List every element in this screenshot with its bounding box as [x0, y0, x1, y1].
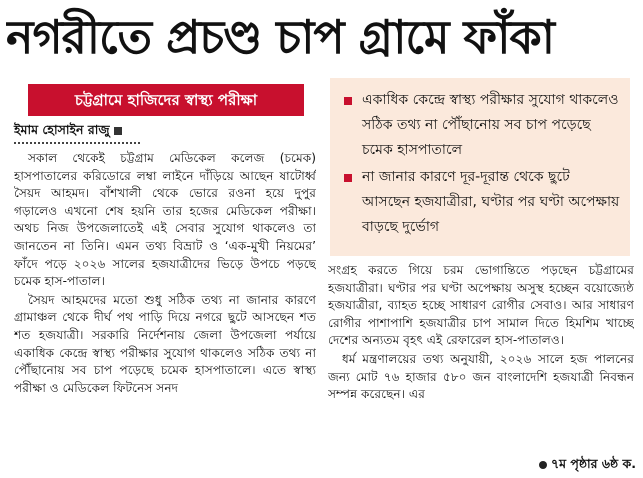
byline-author: ইমাম হোসাইন রাজু: [14, 122, 110, 137]
highlight-item: [340, 165, 622, 240]
body-paragraph-1: সকাল থেকেই চট্টগ্রাম মেডিকেল কলেজ (চমেক) হাসপাতালের করিডোরে লম্বা লাইনে দাঁড়িয়ে আছেন ষাটোর্ধ্ব সৈয়দ আহমদ। বাঁশখালী থেকে ভোরে রওনা হয়ে দুপুর গড়ালেও এখনো শেষ হয়নি তার হজের মেডিকেল পরীক্ষা। অথচ নিজ উপজেলাতেই এই সেবার সুযোগ থাকলেও তা জানতেন না তিনি। এমন তথ্য বিভ্রাট ও ‘এক-মুখী নিয়মের’ ফাঁদে পড়ে ২০২৬ সালের হজযাত্রীদের ভিড়ে উপচে পড়ছে চমেক হাস-পাতাল।: [14, 151, 316, 289]
byline-divider: [14, 142, 140, 144]
square-bullet-icon: [114, 127, 122, 135]
continued-on-page: [500, 454, 636, 474]
circle-bullet-icon: [539, 461, 547, 469]
highlight-text: একাধিক কেন্দ্রে স্বাস্থ্য পরীক্ষার সুযোগ থাকলেও সঠিক তথ্য না পৌঁছানোয় সব চাপ পড়েছে চমেক হাসপাতালে: [362, 92, 619, 158]
highlight-item: [340, 88, 622, 163]
article-column-right: [328, 262, 634, 456]
headline: নগরীতে প্রচণ্ড চাপ গ্রামে ফাঁকা: [6, 10, 554, 64]
body-paragraph-4: ধর্ম মন্ত্রণালয়ের তথ্য অনুযায়ী, ২০২৬ সালে হজ পালনের জন্য মোট ৭৬ হাজার ৫৮০ জন বাংলাদেশি হজযাত্রী নিবন্ধন সম্পন্ন করেছেন। এর: [328, 351, 634, 402]
subheadline: চট্টগ্রামে হাজিদের স্বাস্থ্য পরীক্ষা: [28, 84, 304, 116]
article-column-left: [14, 150, 316, 476]
highlight-box: [330, 78, 630, 256]
red-square-bullet-icon: [344, 97, 352, 105]
continued-text: ৭ম পৃষ্ঠার ৬ষ্ঠ ক.: [550, 456, 636, 471]
red-square-bullet-icon: [344, 174, 352, 182]
body-paragraph-3: সংগ্রহ করতে গিয়ে চরম ভোগান্তিতে পড়ছেন চট্টগ্রামের হজযাত্রীরা। ঘণ্টার পর ঘণ্টা অপেক্ষায় অসুস্থ হচ্ছেন বয়োজ্যেষ্ঠ হজযাত্রীরা, ব্যাহত হচ্ছে সাধারণ রোগীর সেবাও। আর সাধারণ রোগীর পাশাপাশি হজযাত্রীর চাপ সামাল দিতে হিমশিম খাচ্ছে দেশের অন্যতম বৃহৎ এই রেফারেল হাস-পাতালও।: [328, 263, 634, 348]
byline: [14, 120, 314, 140]
highlight-text: না জানার কারণে দূর-দূরান্ত থেকে ছুটে আসছেন হজযাত্রীরা, ঘণ্টার পর ঘণ্টা অপেক্ষায় বাড়ছে দুর্ভোগ: [362, 169, 620, 235]
body-paragraph-2: সৈয়দ আহমদের মতো শুধু সঠিক তথ্য না জানার কারণে গ্রামাঞ্চল থেকে দীর্ঘ পথ পাড়ি দিয়ে নগরে ছুটে আসছেন শত শত হজযাত্রী। সরকারি নির্দেশনায় জেলা উপজেলা পর্যায়ে একাধিক কেন্দ্রে স্বাস্থ্য পরীক্ষার সুযোগ থাকলেও সঠিক তথ্য না পৌঁছানোয় সব চাপ পড়েছে চমেক হাসপাতালে। এতে স্বাস্থ্য পরীক্ষা ও মেডিকেল ফিটনেস সনদ: [14, 292, 316, 395]
